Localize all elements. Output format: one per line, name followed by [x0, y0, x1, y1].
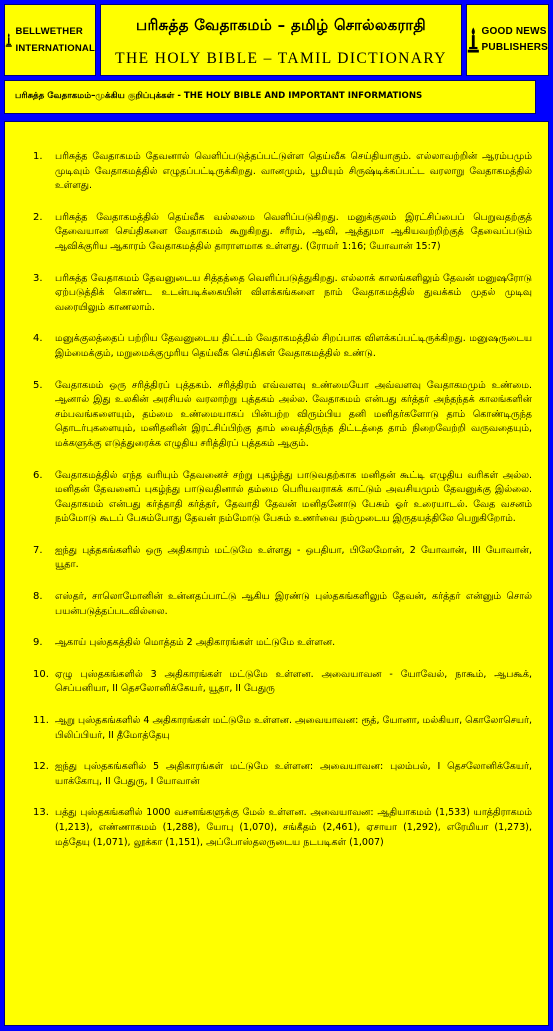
item-number: 6. [33, 469, 43, 481]
item-number: 2. [33, 211, 43, 223]
title-panel [100, 4, 462, 76]
item-text: வேதாகமத்தில் எந்த வரியும் தேவனைச் சற்று புகழ்ந்து பாடுவதற்காக மனிதன் கூட்டி எழுதிய வரிகள் அல்ல. மனிதன் தேவனைப் புகழ்ந்து பாடுவதினால் தம்மை பெரியவராகக் காட்டும் அவசியமும் தேவனுக்கு இல்லை. வேதாகமம் என்பது கர்த்தாதி கர்த்தர், தேவாதி தேவன் மனிதனோடு பேசும் ஓர் உரையாடல். வேத வசனம் நம்மோடு கூடப் பேசும்போது தேவன் நம்மோடு பேசும் உணர்வை நம்முடைய இருதயத்திலே பெறுகிறோம். [55, 469, 532, 525]
info-list [5, 122, 548, 850]
logo-line-1: BELLWETHER [15, 26, 83, 37]
list-item [13, 332, 532, 361]
item-number: 10. [33, 668, 49, 680]
item-text: ஆகாய் புஸ்தகத்தில் மொத்தம் 2 அதிகாரங்கள் மட்டுமே உள்ளன. [55, 637, 336, 649]
item-text: ஐந்து புத்தகங்களில் ஒரு அதிகாரம் மட்டுமே உள்ளது - ஒபதியா, பிலேமோன், 2 யோவான், III யோவான், யூதா. [55, 544, 532, 571]
item-number: 8. [33, 591, 43, 603]
logo-line-1: GOOD NEWS [481, 26, 547, 37]
item-text: பரிசுத்த வேதாகமத்தில் தெய்வீக வல்லமை வெளிப்படுகிறது. மனுக்குலம் இரட்சிப்பைப் பெறுவதற்குத் தேவையான செய்திகளை வேதாகமம் கூறுகிறது. சரீரம், ஆவி, ஆத்துமா ஆகியவற்றிற்குத் தேவைப்படும் ஆவிக்குரிய ஆகாரம் வேதாகமத்தில் தாராளமாக உள்ளது. (ரோமர் 1:16; யோவான் 15:7) [55, 211, 532, 252]
item-text: பரிசுத்த வேதாகமம் தேவனால் வெளிப்படுத்தப்பட்டுள்ள தெய்வீக செய்தியாகும். எல்லாவற்றின் ஆரம்பமும் முடிவும் வேதாகமத்தில் எழுதப்பட்டிருக்கிறது. வானமும், பூமியும் சிருஷ்டிக்கப்பட்ட வரலாறு வேதாகமத்தில் உள்ளது. [55, 151, 532, 192]
page-title-tamil: பரிசுத்த வேதாகமம் – தமிழ் சொல்லகராதி [135, 16, 427, 34]
list-item [13, 544, 532, 573]
item-text: எஸ்தர், சாலொமோனின் உன்னதப்பாட்டு ஆகிய இரண்டு புஸ்தகங்களிலும் தேவன், கர்த்தர் என்னும் சொல் பயன்படுத்தப்படவில்லை. [55, 591, 532, 617]
lamp-icon [467, 20, 480, 60]
item-number: 9. [33, 637, 43, 649]
content-panel [4, 121, 549, 1026]
logo-line-2: INTERNATIONAL [15, 43, 95, 54]
item-number: 1. [33, 151, 43, 162]
bellwether-logo [4, 4, 96, 76]
list-item [13, 469, 532, 527]
item-number: 3. [33, 272, 43, 284]
list-item [13, 211, 532, 255]
item-number: 11. [33, 715, 49, 727]
item-number: 7. [33, 544, 43, 556]
page-title-english: THE HOLY BIBLE – TAMIL DICTIONARY [115, 50, 447, 67]
section-subtitle: பரிசுத்த வேதாகமம்–முக்கிய குறிப்புக்கள் - THE HOLY BIBLE AND IMPORTANT INFORMATIONS [15, 91, 423, 101]
list-item [13, 150, 532, 194]
lamp-icon [5, 20, 13, 60]
list-item [13, 806, 532, 850]
item-text: மனுக்குலத்தைப் பற்றிய தேவனுடைய திட்டம் வேதாகமத்தில் சிறப்பாக விளக்கப்பட்டிருக்கிறது. மனுஷருடைய இம்மைக்கும், மறுமைக்குமுரிய தெய்வீக செய்திகள் வேதாகமத்தில் உண்டு. [55, 333, 532, 359]
logo-line-2: PUBLISHERS [481, 42, 548, 53]
item-number: 4. [33, 333, 43, 345]
list-item [13, 379, 532, 452]
item-text: ஆறு புஸ்தகங்களில் 4 அதிகாரங்கள் மட்டுமே உள்ளன. அவையாவன: ரூத், யோனா, மல்கியா, கொலோசெயர், பிலிப்பியர், II தீமோத்தேயு [55, 715, 532, 741]
item-text: பரிசுத்த வேதாகமம் தேவனுடைய சித்தத்தை வெளிப்படுத்துகிறது. எல்லாக் காலங்களிலும் தேவன் மனுஷரோடு ஏற்படுத்திக் கொண்ட உடன்படிக்கையின் விளக்கங்களை நாம் வேதாகமத்தில் துவக்கம் முதல் முடிவு வரையிலும் காணலாம். [55, 272, 532, 313]
item-text: வேதாகமம் ஒரு சரித்திரப் புத்தகம். சரித்திரம் எவ்வளவு உண்மையோ அவ்வளவு வேதாகமமும் உண்மை. ஆனால் இது உலகின் அரசியல் வரலாற்று புத்தகம் அல்ல. வேதாகமம் என்பது கர்த்தர் அந்தந்தக் காலங்களின் சம்பவங்களையும், தம்மை உண்மையாகப் பின்பற்ற விரும்பிய தனி மனிதர்களோடு தாம் கொண்டிருந்த தொடர்புகளையும், மனிதனின் இரட்சிப்பிற்கு தாம் வைத்திருந்த திட்டத்தை தாம் நிறைவேற்றி வருவதையும், மக்களுக்கு எடுத்துரைக்க எழுதிய சரித்திரப் புத்தகம் ஆகும். [55, 379, 532, 449]
list-item [13, 272, 532, 316]
item-number: 13. [33, 807, 49, 819]
item-text: ஐந்து புஸ்தகங்களில் 5 அதிகாரங்கள் மட்டுமே உள்ளன: அவையாவன: புலம்பல், I தெசலோனிக்கேயர், யாக்கோபு, II பேதுரு, I யோவான் [55, 761, 532, 787]
list-item [13, 668, 532, 697]
item-text: ஏழு புஸ்தகங்களில் 3 அதிகாரங்கள் மட்டுமே உள்ளன. அவையாவன - யோவேல், நாகூம், ஆபகூக், செப்பனியா, II தெசலோனிக்கேயர், யூதா, II பேதுரு [55, 668, 532, 695]
list-item [13, 714, 532, 743]
good-news-logo [466, 4, 549, 76]
subtitle-panel [4, 80, 536, 114]
item-number: 5. [33, 379, 43, 391]
list-item [13, 760, 532, 789]
item-number: 12. [33, 761, 49, 773]
item-text: பத்து புஸ்தகங்களில் 1000 வசனங்களுக்கு மேல் உள்ளன. அவையாவன: ஆதியாகமம் (1,533) யாத்திராகமம் (1,213), எண்ணாகமம் (1,288), யோபு (1,070), சங்கீதம் (2,461), ஏசாயா (1,292), எரேமியா (1,273), மத்தேயு (1,071), லூக்கா (1,151), அப்போஸ்தலருடைய நடபடிகள் (1,007) [55, 807, 532, 848]
list-item [13, 636, 532, 651]
list-item [13, 590, 532, 619]
